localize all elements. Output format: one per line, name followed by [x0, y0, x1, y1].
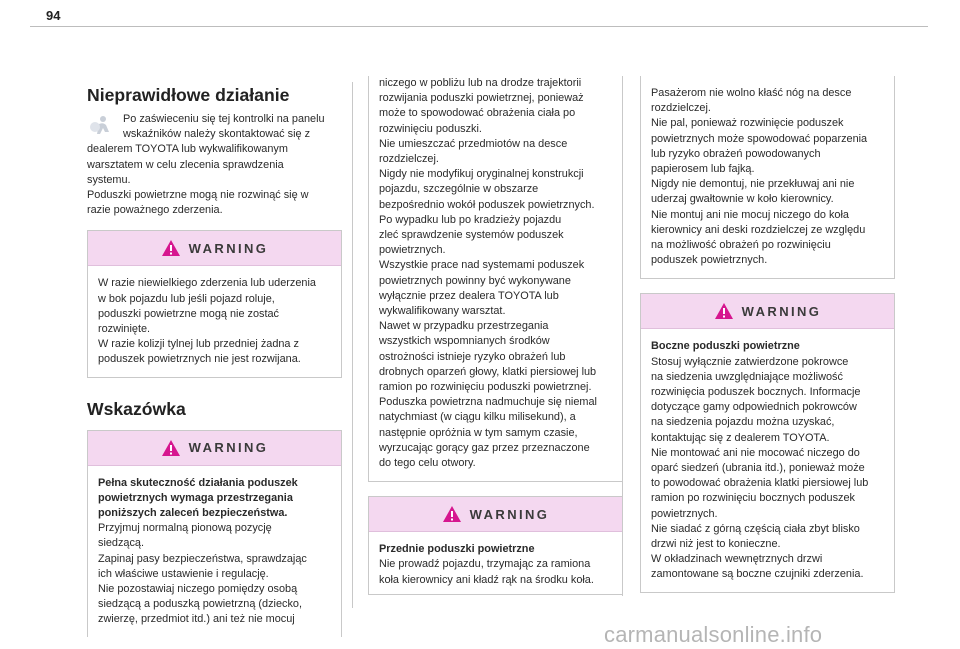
text-line: powietrznych może spowodować poparzenia — [651, 132, 868, 145]
text-line: powietrznych. — [379, 244, 446, 257]
warning-line: w bok pojazdu lub jeśli pojazd roluje, — [98, 292, 275, 305]
text-line: papierosem lub fajką. — [651, 163, 755, 176]
warning-line: rozwinięte. — [98, 323, 151, 336]
text-line: Nigdy nie demontuj, nie przekłuwaj ani nie — [651, 178, 855, 191]
warning-line: oparć siedzeń (ubrania itd.), ponieważ może — [651, 462, 865, 475]
text-line: powietrznych powinny być wykonywane — [379, 274, 571, 287]
warning-line: Nie siadać z górną częścią ciała zbyt blisko — [651, 522, 860, 535]
malfunction-intro — [87, 112, 342, 218]
warning-line: ramion po rozwinięciu bocznych poduszek — [651, 492, 856, 505]
text-line: natychmiast (w ciągu kilku milisekund), a — [379, 411, 576, 424]
warning-line: powietrznych. — [651, 507, 718, 520]
text-line: Nigdy nie modyfikuj oryginalnej konstrukcji — [379, 168, 584, 181]
text-line: Po wypadku lub po kradzieży pojazdu — [379, 213, 562, 226]
warning-line: kontaktując się z dealerem TOYOTA. — [651, 431, 830, 444]
warning-line: poduszek powietrznych nie jest rozwijana. — [98, 353, 301, 366]
airbag-warning-lamp-icon — [87, 114, 117, 138]
text-line: lub ryzyko obrażeń powodowanych — [651, 147, 821, 160]
warning-line: Stosuj wyłącznie zatwierdzone pokrowce — [651, 355, 849, 368]
text-line: Nawet w przypadku przestrzegania — [379, 320, 549, 333]
warning-box-2 — [87, 430, 342, 637]
warning-triangle-icon — [161, 239, 181, 257]
text-line: pojazdu, szczególnie w obszarze — [379, 183, 539, 196]
warning-continuation-box — [640, 76, 895, 279]
warning-body — [369, 532, 622, 594]
text-line: rozdzielczej. — [651, 102, 711, 115]
column-divider-1 — [352, 82, 353, 608]
warning-bold-line: Przednie poduszki powietrzne — [379, 543, 535, 556]
warning-header — [641, 294, 894, 329]
text-line: wykwalifikowany warsztat. — [379, 305, 506, 318]
warning-body — [641, 329, 894, 591]
warning-line: dotyczące gamy odpowiednich pokrowców — [651, 401, 857, 414]
text-line: Poduszka powietrzna nadmuchuje się niemal — [379, 396, 597, 409]
text-line: ostrożności istnieje ryzyko obrażeń lub — [379, 350, 566, 363]
text-line: rozwijania poduszki powietrznej, ponieważ — [379, 92, 584, 105]
warning-continuation-box — [368, 76, 623, 482]
warning-line: zamontowane są boczne czujniki zderzenia. — [651, 568, 864, 581]
warning-bold-line: Pełna skuteczność działania poduszek — [98, 476, 298, 489]
warning-bold-line: powietrznych wymaga przestrzegania — [98, 491, 293, 504]
text-line: rozwinięciu poduszki. — [379, 122, 482, 135]
section-title-tips: Wskazówka — [87, 398, 186, 419]
warning-box-3 — [368, 496, 623, 595]
text-line: niczego w pobliżu lub na drodze trajektorii — [379, 77, 582, 89]
text-line: uderzaj gwałtownie w koło kierownicy. — [651, 193, 834, 206]
intro-line: wskaźników należy skontaktować się z — [123, 128, 311, 141]
column-2 — [368, 76, 623, 595]
section-title-malfunction: Nieprawidłowe działanie — [87, 85, 290, 105]
text-line: Pasażerom nie wolno kłaść nóg na desce — [651, 87, 852, 99]
text-line: bezpośrednio wokół poduszek powietrznych. — [379, 198, 595, 211]
text-line: rozdzielczej. — [379, 153, 439, 166]
warning-triangle-icon — [442, 505, 462, 523]
warning-line: Nie pozostawiaj niczego pomiędzy osobą — [98, 583, 298, 596]
warning-line: rozwinięcia poduszek bocznych. Informacje — [651, 386, 861, 399]
warning-line: koła kierownicy ani kładź rąk na środku koła. — [379, 573, 594, 586]
text-line: ramion po rozwinięciu poduszki powietrznej. — [379, 381, 592, 394]
warning-label: WARNING — [188, 240, 269, 256]
text-line: wyrzucając gorący gaz przez przeznaczone — [379, 441, 590, 454]
warning-line: W razie kolizji tylnej lub przedniej żadna z — [98, 338, 299, 351]
warning-header — [88, 231, 341, 266]
column-3 — [640, 76, 895, 593]
warning-line: to powodować obrażenia klatki piersiowej lub — [651, 477, 869, 490]
text-line: drobnych oparzeń głowy, klatki piersiowej lub — [379, 365, 597, 378]
warning-box-1 — [87, 230, 342, 377]
text-line: do tego celu otwory. — [379, 457, 476, 470]
intro-line: dealerem TOYOTA lub wykwalifikowanym — [87, 143, 288, 156]
intro-line: systemu. — [87, 173, 131, 186]
warning-bold-line: Boczne poduszki powietrzne — [651, 340, 800, 353]
warning-line: W razie niewielkiego zderzenia lub uderzenia — [98, 277, 316, 290]
top-divider — [30, 26, 928, 27]
warning-line: Nie prowadź pojazdu, trzymając za ramiona — [379, 558, 591, 571]
text-line: zleć sprawdzenie systemów poduszek — [379, 229, 564, 242]
intro-line: warsztatem w celu zlecenia sprawdzenia — [87, 158, 284, 171]
warning-line: siedzącą. — [98, 537, 145, 550]
warning-line: Przyjmuj normalną pionową pozycję — [98, 522, 272, 535]
page-number: 94 — [46, 8, 61, 23]
intro-line: razie poważnego zderzenia. — [87, 204, 223, 217]
text-line: wszystkich wspomnianych środków — [379, 335, 550, 348]
warning-line: Zapinaj pasy bezpieczeństwa, sprawdzając — [98, 552, 307, 565]
warning-line: Nie montować ani nie mocować niczego do — [651, 446, 860, 459]
warning-label: WARNING — [741, 303, 822, 319]
intro-text — [87, 112, 342, 218]
text-line: Nie pal, ponieważ rozwinięcie poduszek — [651, 117, 844, 130]
warning-line: poduszki powietrzne mogą nie zostać — [98, 307, 280, 320]
intro-line: Poduszki powietrzne mogą nie rozwinąć się w — [87, 189, 309, 202]
warning-triangle-icon — [714, 302, 734, 320]
warning-header — [88, 431, 341, 466]
text-line: następnie opróżnia w tym samym czasie, — [379, 426, 578, 439]
warning-line: drzwi niż jest to konieczne. — [651, 538, 781, 551]
text-line: może to spowodować obrażenia ciała po — [379, 107, 576, 120]
warning-body — [88, 466, 341, 637]
text-line: Nie umieszczać przedmiotów na desce — [379, 137, 568, 150]
text-line: Wszystkie prace nad systemami poduszek — [379, 259, 585, 272]
warning-box-4 — [640, 293, 895, 592]
intro-line: Po zaświeceniu się tej kontrolki na panelu — [123, 113, 325, 125]
warning-label: WARNING — [188, 440, 269, 456]
warning-body — [88, 266, 341, 376]
column-1 — [87, 76, 342, 637]
text-line: poduszek powietrznych. — [651, 254, 768, 267]
warning-header — [369, 497, 622, 532]
warning-triangle-icon — [161, 439, 181, 457]
watermark-link[interactable]: carmanualsonline.info — [604, 622, 823, 647]
warning-line: na siedzenia pojazdu można uzyskać, — [651, 416, 835, 429]
warning-line: siedzącą a poduszką powietrzną (dziecko, — [98, 598, 303, 611]
warning-line: ich właściwe ustawienie i regulację. — [98, 567, 269, 580]
warning-line: zwierzę, przedmiot itd.) ani też nie mocuj — [98, 613, 295, 626]
warning-label: WARNING — [469, 506, 550, 522]
warning-bold-line: poniższych zaleceń bezpieczeństwa. — [98, 507, 288, 520]
text-line: kierownicy ani deski rozdzielczej ze względu — [651, 223, 866, 236]
text-line: wyłącznie przez dealera TOYOTA lub — [379, 289, 559, 302]
text-line: na możliwość obrażeń po rozwinięciu — [651, 239, 831, 252]
warning-line: na siedzenia uwzględniające możliwość — [651, 370, 843, 383]
text-line: Nie montuj ani nie mocuj niczego do koła — [651, 208, 849, 221]
warning-line: W okładzinach wewnętrznych drzwi — [651, 553, 823, 566]
